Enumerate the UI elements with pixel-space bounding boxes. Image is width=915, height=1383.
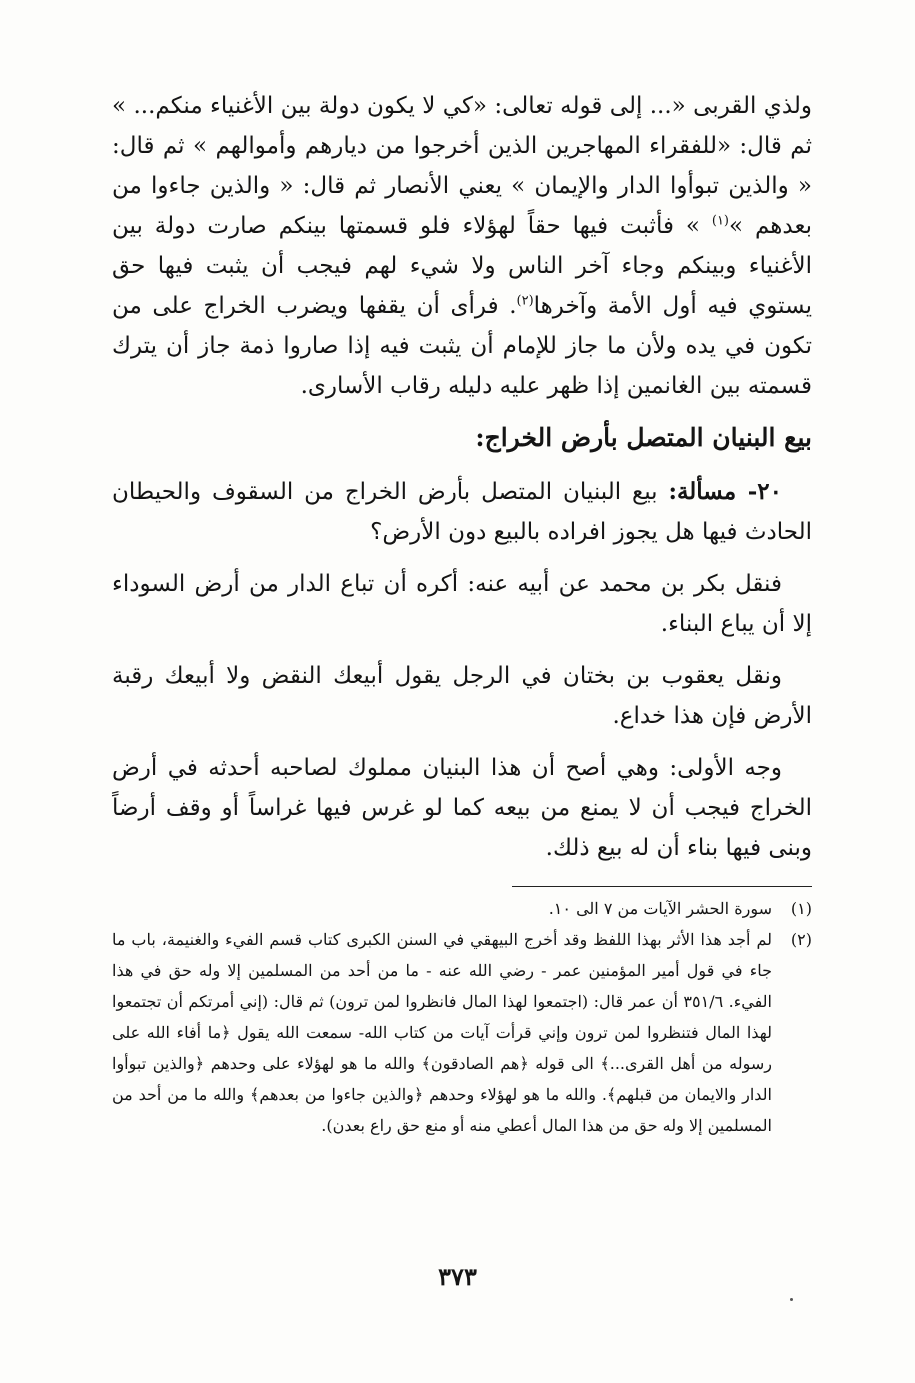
footnote-2 <box>112 924 812 1141</box>
footnote-ref-2: (٢) <box>516 293 534 309</box>
paragraph-intro <box>112 86 812 406</box>
footnote-separator <box>512 886 812 887</box>
footnote-number: (٢) <box>790 930 812 949</box>
main-text <box>112 86 812 868</box>
footnote-text: سورة الحشر الآيات من ٧ الى ١٠. <box>548 899 772 918</box>
intro-part-1: ولذي القربى «... إلى قوله تعالى: «كي لا يكون دولة بين الأغنياء منكم... » ثم قال: «للفقراء المهاجرين الذين أخرجوا من ديارهم وأموالهم » ثم قال: « والذين تبوأوا الدار والإيمان » يعني الأنصار ثم قال: « والذين جاءوا من بعدهم » <box>112 93 812 239</box>
paragraph-yaqub: ونقل يعقوب بن بختان في الرجل يقول أبيعك النقض ولا أبيعك رقبة الأرض فإن هذا خداع. <box>112 663 812 729</box>
issue-text: بيع البنيان المتصل بأرض الخراج من السقوف والحيطان الحادث فيها هل يجوز افراده بالبيع دون الأرض؟ <box>112 479 812 545</box>
paragraph-bakr: فنقل بكر بن محمد عن أبيه عنه: أكره أن تباع الدار من أرض السوداء إلا أن يباع البناء. <box>112 571 812 637</box>
intro-part-2: » فأثبت فيها حقاً لهؤلاء فلو قسمتها بينكم صارت دولة بين الأغنياء وبينكم وجاء آخر الناس ولا شيء لهم فيجب أن يثبت فيها حق يستوي فيه أول الأمة وآخرها <box>112 213 812 319</box>
page-number: ٣٧٣ <box>438 1262 477 1291</box>
document-page <box>112 86 812 1141</box>
paragraph-issue <box>112 472 812 552</box>
footnote-text: لم أجد هذا الأثر بهذا اللفظ وقد أخرج البيهقي في السنن الكبرى كتاب قسم الفيء والغنيمة، باب ما جاء في قول أمير المؤمنين عمر - رضي الله عنه - ما من أحد من المسلمين إلا وله حق في هذا الفيء. ٣٥١/٦ أن عمر قال: (اجتمعوا لهذا المال فانظروا لمن ترون) ثم قال: (إني أمرتكم أن تجتمعوا لهذا المال فتنظروا لمن ترون وإني قرأت آيات من كتاب الله- سمعت الله يقول ﴿ما أفاء الله على رسوله من أهل القرى...﴾ الى قوله ﴿هم الصادقون﴾ والله ما هو لهؤلاء على وحدهم ﴿والذين تبوأوا الدار والايمان من قبلهم﴾. والله ما هو لهؤلاء وحدهم ﴿والذين جاءوا من بعدهم﴾ والله ما من أحد من المسلمين إلا وله حق من هذا المال أعطي منه أو منع حق راع بعدن). <box>112 930 772 1135</box>
section-heading: بيع البنيان المتصل بأرض الخراج: <box>475 423 812 452</box>
issue-label: ٢٠- مسألة: <box>668 478 782 505</box>
footnotes <box>112 893 812 1141</box>
paragraph-wajh: وجه الأولى: وهي أصح أن هذا البنيان مملوك لصاحبه أحدثه في أرض الخراج فيجب أن لا يمنع من بيعه كما لو غرس فيها غراساً أو وقف أرضاً وبنى فيها بناء أن له بيع ذلك. <box>112 755 812 861</box>
footnote-number: (١) <box>790 899 812 918</box>
footnote-ref-1: (١) <box>711 213 729 229</box>
footnote-1 <box>112 893 812 924</box>
scan-speck <box>790 1298 793 1301</box>
intro-part-3: . فرأى أن يقفها ويضرب الخراج على من تكون في يده ولأن ما جاز للإمام أن يثبت فيه إذا صاروا ذمة جاز أن يترك قسمته بين الغانمين إذا ظهر عليه دليله رقاب الأسارى. <box>112 293 812 399</box>
